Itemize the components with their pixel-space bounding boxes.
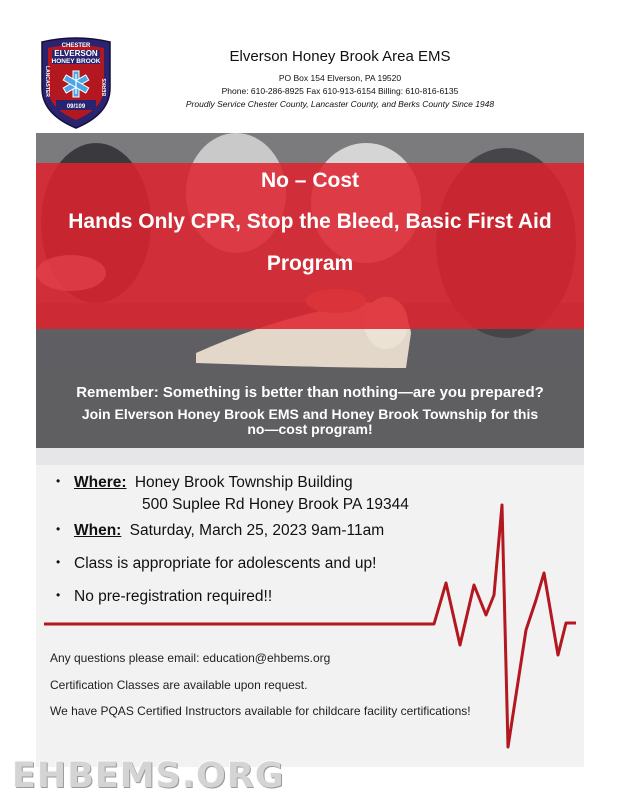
website-watermark: EHBEMS.ORG	[12, 756, 285, 796]
registration-text: No pre-registration required!!	[74, 588, 273, 605]
reminder-line1: Remember: Something is better than nothing—are you prepared?	[76, 384, 544, 401]
hero-bottom-strip	[36, 448, 584, 465]
where-label: Where:	[74, 474, 127, 491]
page-header	[0, 0, 619, 135]
registration-item	[56, 588, 476, 618]
organization-title: Elverson Honey Brook Area EMS	[229, 48, 451, 65]
bullet-icon: •	[56, 522, 61, 536]
logo-right-side: BERKS	[102, 78, 108, 96]
where-value: Honey Brook Township Building	[134, 474, 353, 491]
banner-line2: Hands Only CPR, Stop the Bleed, Basic First Aid	[68, 210, 552, 233]
logo-line1: ELVERSON	[54, 49, 98, 58]
event-details-list	[56, 474, 476, 618]
ems-patch-logo	[38, 36, 114, 130]
program-banner	[36, 163, 584, 329]
email-line: Any questions please email: education@ehbems.org	[50, 651, 331, 665]
banner-line3: Program	[266, 252, 354, 275]
logo-arc-top: CHESTER	[61, 43, 91, 49]
where-item	[56, 474, 476, 522]
banner-line1: No – Cost	[260, 169, 359, 192]
audience-item	[56, 555, 476, 588]
reminder-banner	[36, 368, 584, 448]
organization-address: PO Box 154 Elverson, PA 19520	[278, 73, 402, 83]
logo-line2: HONEY BROOK	[51, 58, 101, 65]
logo-bottom: 09/109	[66, 104, 86, 110]
bullet-icon: •	[56, 588, 61, 602]
pqas-line: We have PQAS Certified Instructors available for childcare facility certifications!	[50, 704, 471, 718]
reminder-line2: Join Elverson Honey Brook EMS and Honey Brook Township for this	[81, 406, 539, 422]
organization-tagline: Proudly Service Chester County, Lancaster County, and Berks County Since 1948	[185, 99, 495, 109]
certification-line: Certification Classes are available upon request.	[50, 678, 308, 692]
header-text-block	[170, 48, 510, 111]
when-value: Saturday, March 25, 2023 9am-11am	[129, 522, 385, 539]
reminder-line3: no—cost program!	[247, 421, 373, 437]
where-address: 500 Suplee Rd Honey Brook PA 19344	[142, 496, 409, 513]
when-item	[56, 522, 476, 555]
logo-left-side: LANCASTER	[44, 66, 50, 97]
when-label: When:	[74, 522, 122, 539]
audience-text: Class is appropriate for adolescents and up!	[74, 555, 377, 572]
bullet-icon: •	[56, 555, 61, 569]
bullet-icon: •	[56, 474, 61, 488]
organization-phone: Phone: 610-286-8925 Fax 610-913-6154 Billing: 610-816-6135	[221, 86, 459, 96]
hero-section	[36, 133, 584, 465]
